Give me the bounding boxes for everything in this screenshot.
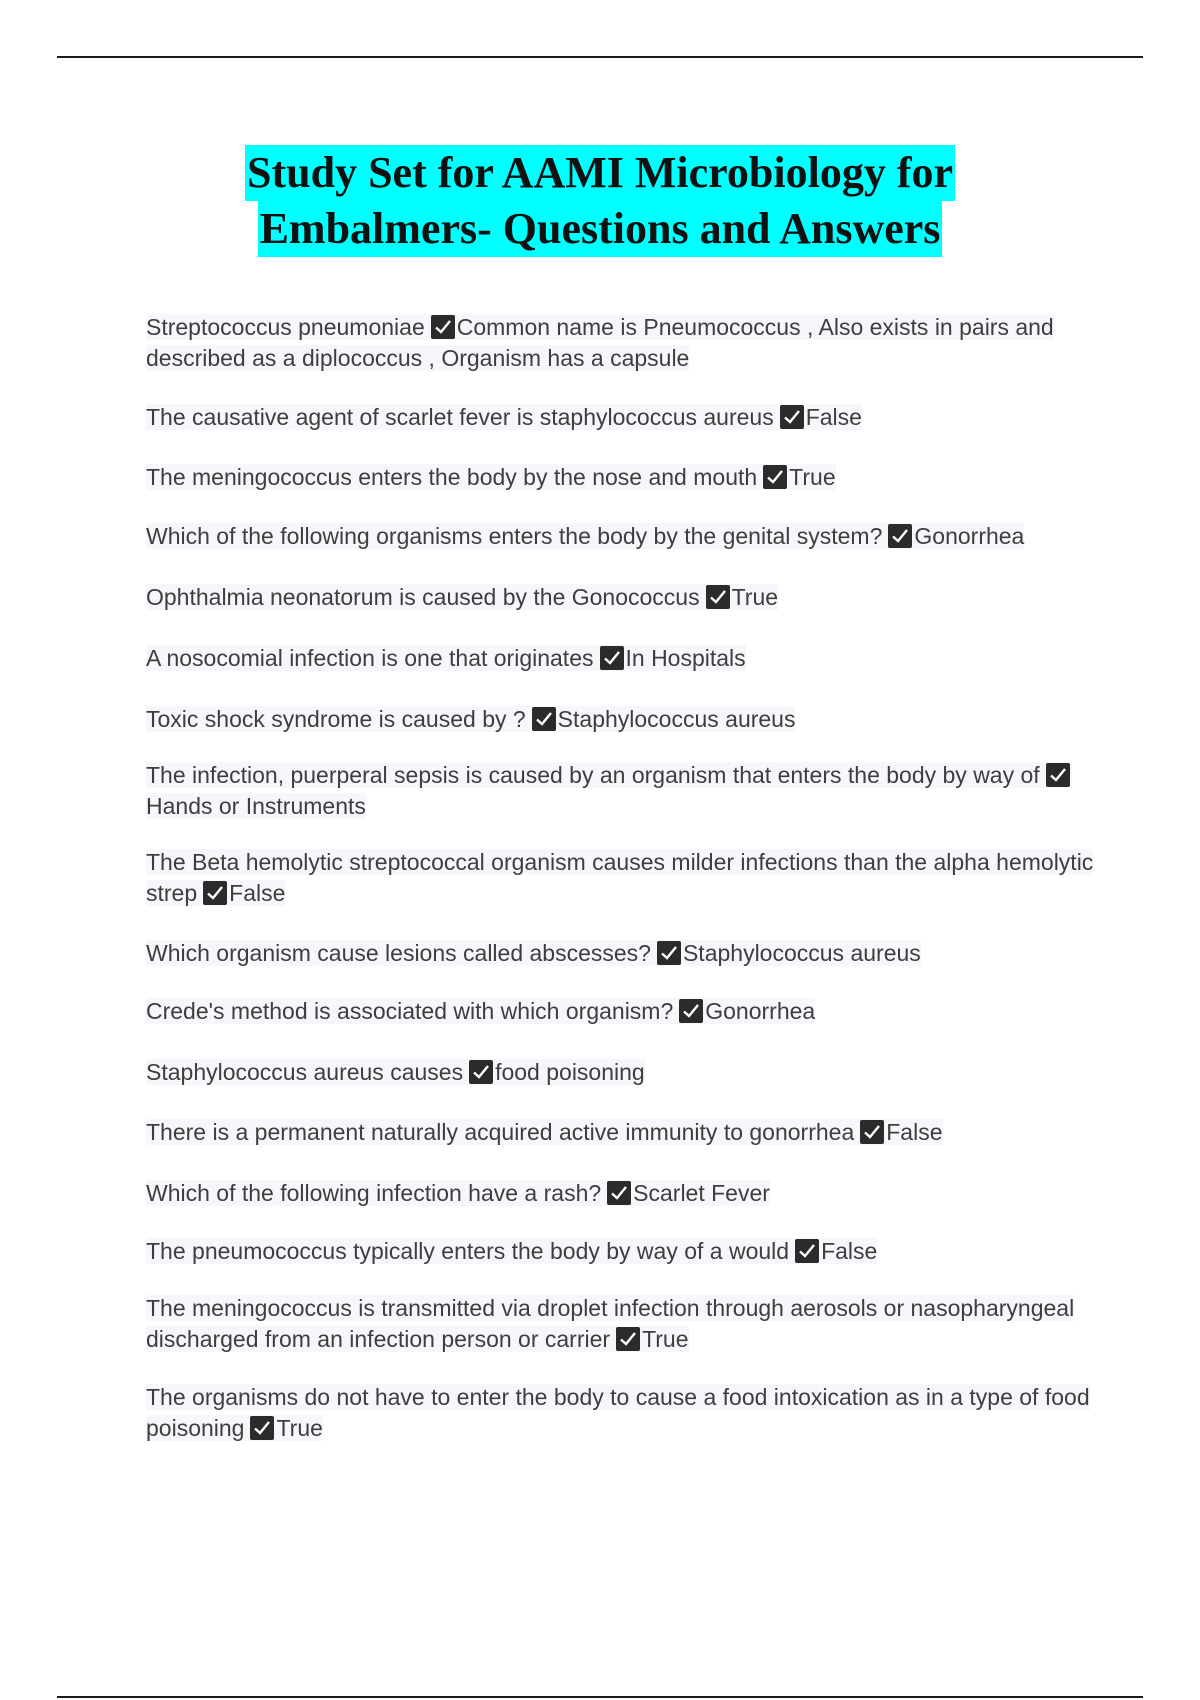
checkmark-icon xyxy=(469,1060,493,1084)
title-line-2: Embalmers- Questions and Answers xyxy=(258,201,943,257)
checkmark-icon xyxy=(607,1181,631,1205)
answer-text: Common name is Pneumococcus , Also exists in pairs and described as a diplococcus , Organism has a capsule xyxy=(146,314,1054,371)
checkmark-icon xyxy=(780,405,804,429)
question-text: Which organism cause lesions called abscesses? xyxy=(146,940,651,966)
qa-item xyxy=(146,521,1096,552)
checkmark-icon xyxy=(1046,763,1070,787)
answer-text: Hands or Instruments xyxy=(146,793,366,819)
answer-text: In Hospitals xyxy=(625,645,746,671)
bottom-rule xyxy=(57,1696,1143,1698)
question-text: Toxic shock syndrome is caused by ? xyxy=(146,706,526,732)
question-text: Staphylococcus aureus causes xyxy=(146,1059,464,1085)
question-text: Crede's method is associated with which organism? xyxy=(146,998,674,1024)
answer-text: Staphylococcus aureus xyxy=(682,940,921,966)
qa-item xyxy=(146,1382,1096,1444)
checkmark-icon xyxy=(763,465,787,489)
answer-text: Gonorrhea xyxy=(914,523,1025,549)
question-text: There is a permanent naturally acquired active immunity to gonorrhea xyxy=(146,1119,855,1145)
question-text: Ophthalmia neonatorum is caused by the Gonococcus xyxy=(146,584,700,610)
answer-text: True xyxy=(276,1415,323,1441)
checkmark-icon xyxy=(657,941,681,965)
answer-text: False xyxy=(821,1238,878,1264)
qa-item xyxy=(146,847,1096,909)
checkmark-icon xyxy=(888,524,912,548)
qa-item xyxy=(146,582,1096,613)
question-text: Which of the following infection have a rash? xyxy=(146,1180,602,1206)
qa-item xyxy=(146,1236,1096,1267)
checkmark-icon xyxy=(860,1120,884,1144)
qa-item xyxy=(146,462,1096,493)
checkmark-icon xyxy=(250,1416,274,1440)
question-text: The meningococcus enters the body by the nose and mouth xyxy=(146,464,758,490)
qa-item xyxy=(146,402,1096,433)
checkmark-icon xyxy=(795,1239,819,1263)
answer-text: Staphylococcus aureus xyxy=(557,706,796,732)
qa-item xyxy=(146,643,1096,674)
title-line-1: Study Set for AAMI Microbiology for xyxy=(245,145,955,201)
checkmark-icon xyxy=(431,315,455,339)
checkmark-icon xyxy=(679,999,703,1023)
question-text: Streptococcus pneumoniae xyxy=(146,314,425,340)
qa-item xyxy=(146,1293,1096,1355)
qa-item xyxy=(146,1057,1096,1088)
question-text: The Beta hemolytic streptococcal organism causes milder infections than the alpha hemolytic strep xyxy=(146,849,1094,906)
qa-item xyxy=(146,312,1096,374)
checkmark-icon xyxy=(706,585,730,609)
qa-item xyxy=(146,938,1096,969)
qa-item xyxy=(146,1117,1096,1148)
answer-text: False xyxy=(886,1119,943,1145)
checkmark-icon xyxy=(203,881,227,905)
qa-item xyxy=(146,1178,1096,1209)
qa-item xyxy=(146,996,1096,1027)
top-rule xyxy=(57,56,1143,58)
answer-text: True xyxy=(731,584,779,610)
question-text: Which of the following organisms enters the body by the genital system? xyxy=(146,523,883,549)
answer-text: True xyxy=(642,1326,689,1352)
question-text: The pneumococcus typically enters the body by way of a would xyxy=(146,1238,790,1264)
question-text: The causative agent of scarlet fever is staphylococcus aureus xyxy=(146,404,774,430)
qa-item xyxy=(146,760,1096,822)
answer-text: True xyxy=(789,464,836,490)
answer-text: food poisoning xyxy=(495,1059,645,1085)
checkmark-icon xyxy=(616,1327,640,1351)
answer-text: Gonorrhea xyxy=(705,998,816,1024)
answer-text: Scarlet Fever xyxy=(633,1180,770,1206)
page-title xyxy=(0,145,1200,257)
question-text: The infection, puerperal sepsis is caused by an organism that enters the body by way of xyxy=(146,762,1040,788)
checkmark-icon xyxy=(532,707,556,731)
question-text: The meningococcus is transmitted via droplet infection through aerosols or nasopharyngeal discharged from an infection person or carrier xyxy=(146,1295,1075,1352)
answer-text: False xyxy=(229,880,286,906)
answer-text: False xyxy=(805,404,862,430)
question-text: A nosocomial infection is one that originates xyxy=(146,645,594,671)
checkmark-icon xyxy=(600,646,624,670)
question-text: The organisms do not have to enter the body to cause a food intoxication as in a type of food poisoning xyxy=(146,1384,1090,1441)
qa-item xyxy=(146,704,1096,735)
